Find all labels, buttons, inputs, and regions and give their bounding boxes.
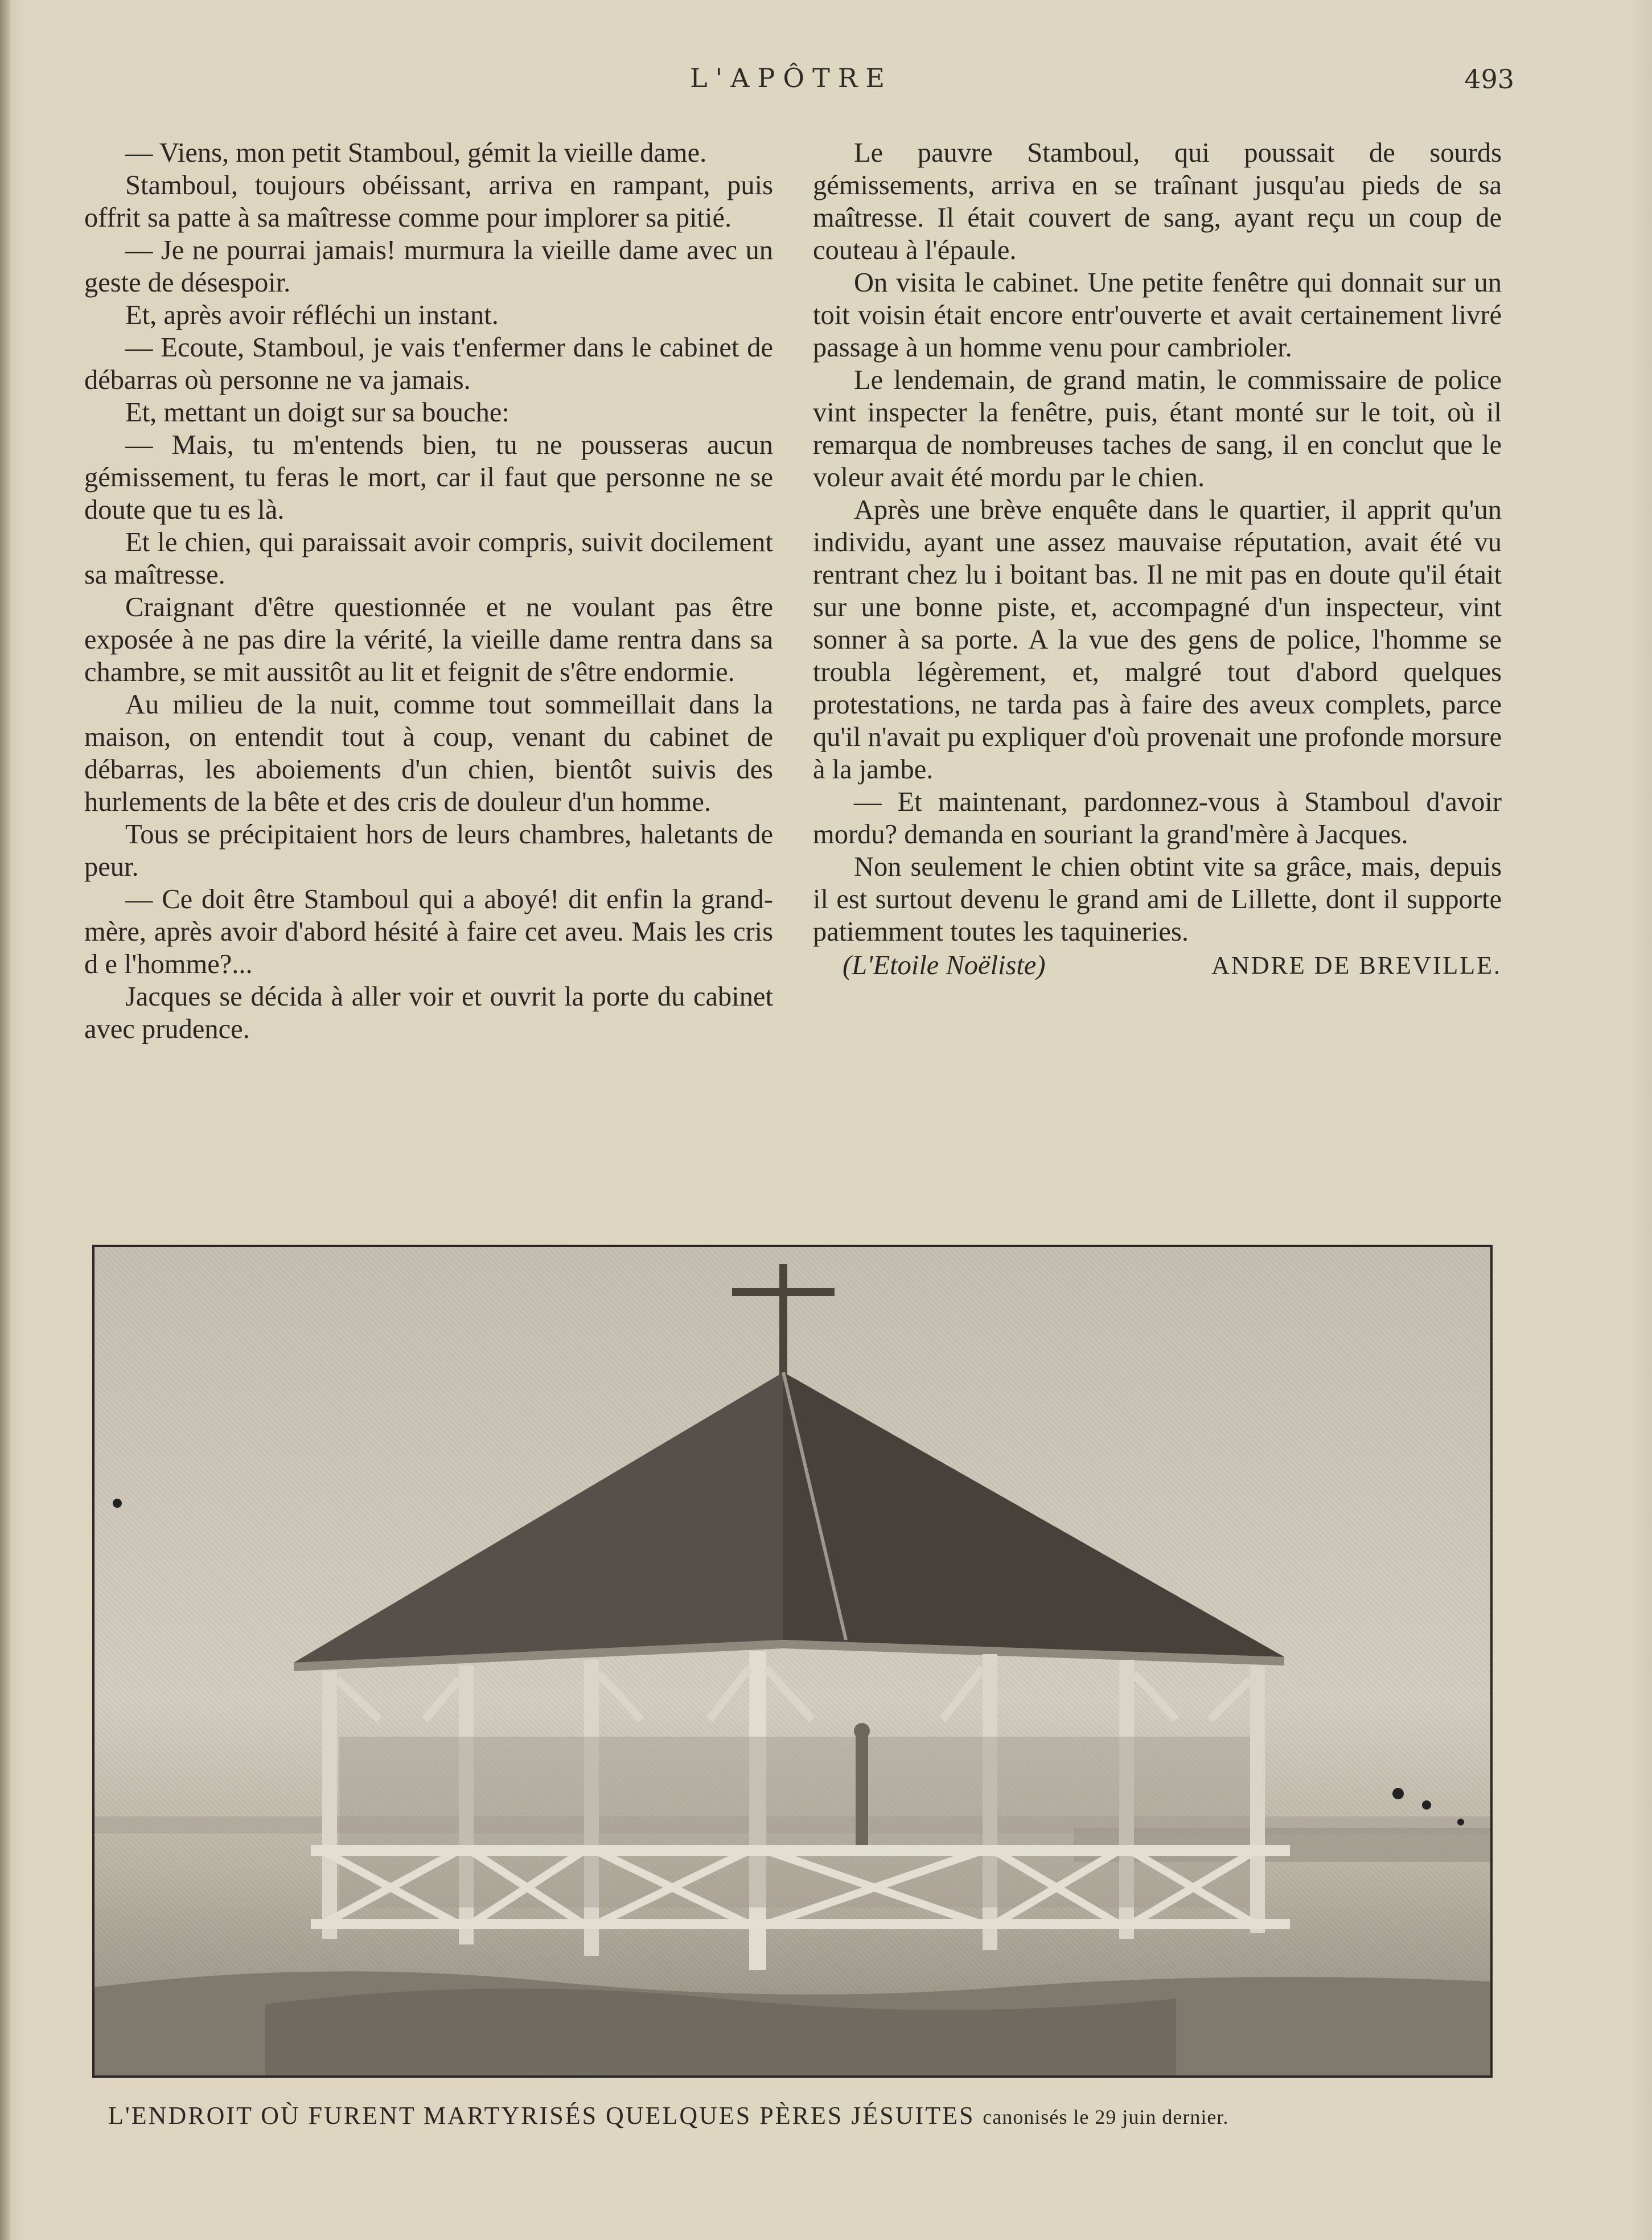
paragraph: On visita le cabinet. Une petite fenêtre qui donnait sur un toit voisin était encore entr'ouverte et avait certainement livré passage à un homme venu pour cambrioler. — [813, 268, 1502, 363]
paragraph: — Viens, mon petit Stamboul, gémit la vieille dame. — [125, 138, 707, 168]
paragraph: Non seulement le chien obtint vite sa grâce, mais, depuis il est surtout devenu le grand ami de Lillette, dont il supporte patiemment toutes les taquineries. — [813, 852, 1502, 947]
pavilion-illustration — [94, 1247, 1490, 2075]
source-credit: (L'Etoile Noëliste) — [843, 950, 1046, 980]
paragraph: Tous se précipitaient hors de leurs chambres, haletants de peur. — [84, 819, 773, 882]
left-column — [84, 137, 773, 1045]
caption-sub: canonisés le 29 juin dernier. — [983, 2106, 1229, 2128]
signature-line — [813, 949, 1502, 982]
photo-caption — [108, 2101, 1474, 2130]
paragraph: — Et maintenant, pardonnez-vous à Stamboul d'avoir mordu? demanda en souriant la grand'mère à Jacques. — [813, 787, 1502, 850]
paragraph: — Ce doit être Stamboul qui a aboyé! dit enfin la grand-mère, après avoir d'abord hésité à faire cet aveu. Mais les cris d e l'homme?... — [84, 884, 773, 979]
paragraph: Le pauvre Stamboul, qui poussait de sourds gémissements, arriva en se traînant jusqu'au pieds de sa maîtresse. Il était couvert de sang, ayant reçu un coup de couteau à l'épaule. — [813, 138, 1502, 265]
paragraph: Et, mettant un doigt sur sa bouche: — [125, 397, 509, 428]
author-name: ANDRE DE BREVILLE. — [1211, 951, 1502, 979]
page-number: 493 — [1464, 64, 1514, 95]
paragraph: Le lendemain, de grand matin, le commissaire de police vint inspecter la fenêtre, puis, étant monté sur le toit, où il remarqua de nombreuses taches de sang, il en conclut que le voleur avait été mordu par le chien. — [813, 365, 1502, 493]
binding-edge — [0, 0, 10, 2240]
paragraph: Au milieu de la nuit, comme tout sommeillait dans la maison, on entendit tout à coup, venant du cabinet de débarras, les aboiements d'un chien, bientôt suivis des hurlements de la bête et des cris de douleur d'un homme. — [84, 690, 773, 817]
paragraph: — Je ne pourrai jamais! murmura la vieille dame avec un geste de désespoir. — [84, 235, 773, 298]
pavilion-photo — [92, 1245, 1493, 2078]
right-column — [813, 137, 1502, 982]
paragraph: Jacques se décida à aller voir et ouvrit la porte du cabinet avec prudence. — [84, 982, 773, 1044]
paragraph: Stamboul, toujours obéissant, arriva en rampant, puis offrit sa patte à sa maîtresse comme pour implorer sa pitié. — [84, 170, 773, 233]
paragraph: Craignant d'être questionnée et ne voulant pas être exposée à ne pas dire la vérité, la vieille dame rentra dans sa chambre, se mit aussitôt au lit et feignit de s'être endormie. — [84, 592, 773, 687]
paragraph: Et, après avoir réfléchi un instant. — [125, 300, 499, 330]
caption-main: L'ENDROIT OÙ FURENT MARTYRISÉS QUELQUES PÈRES JÉSUITES — [108, 2102, 975, 2130]
paragraph: Après une brève enquête dans le quartier, il apprit qu'un individu, ayant une assez mauvaise réputation, avait été vu rentrant chez lu i boitant bas. Il ne mit pas en doute qu'il était sur une bonne piste, et, accompagné d'un inspecteur, vint sonner à sa porte. A la vue des gens de police, l'homme se troubla légèrement, et, malgré tout d'abord quelques protestations, ne tarda pas à faire des aveux complets, parce qu'il n'avait pu expliquer d'où provenait une profonde morsure à la jambe. — [813, 495, 1502, 785]
paragraph: — Ecoute, Stamboul, je vais t'enfermer dans le cabinet de débarras où personne ne va jamais. — [84, 333, 773, 395]
running-head: L'APÔTRE — [690, 63, 893, 93]
paragraph: — Mais, tu m'entends bien, tu ne pousseras aucun gémissement, tu feras le mort, car il faut que personne ne se doute que tu es là. — [84, 430, 773, 525]
paragraph: Et le chien, qui paraissait avoir compris, suivit docilement sa maîtresse. — [84, 527, 773, 590]
